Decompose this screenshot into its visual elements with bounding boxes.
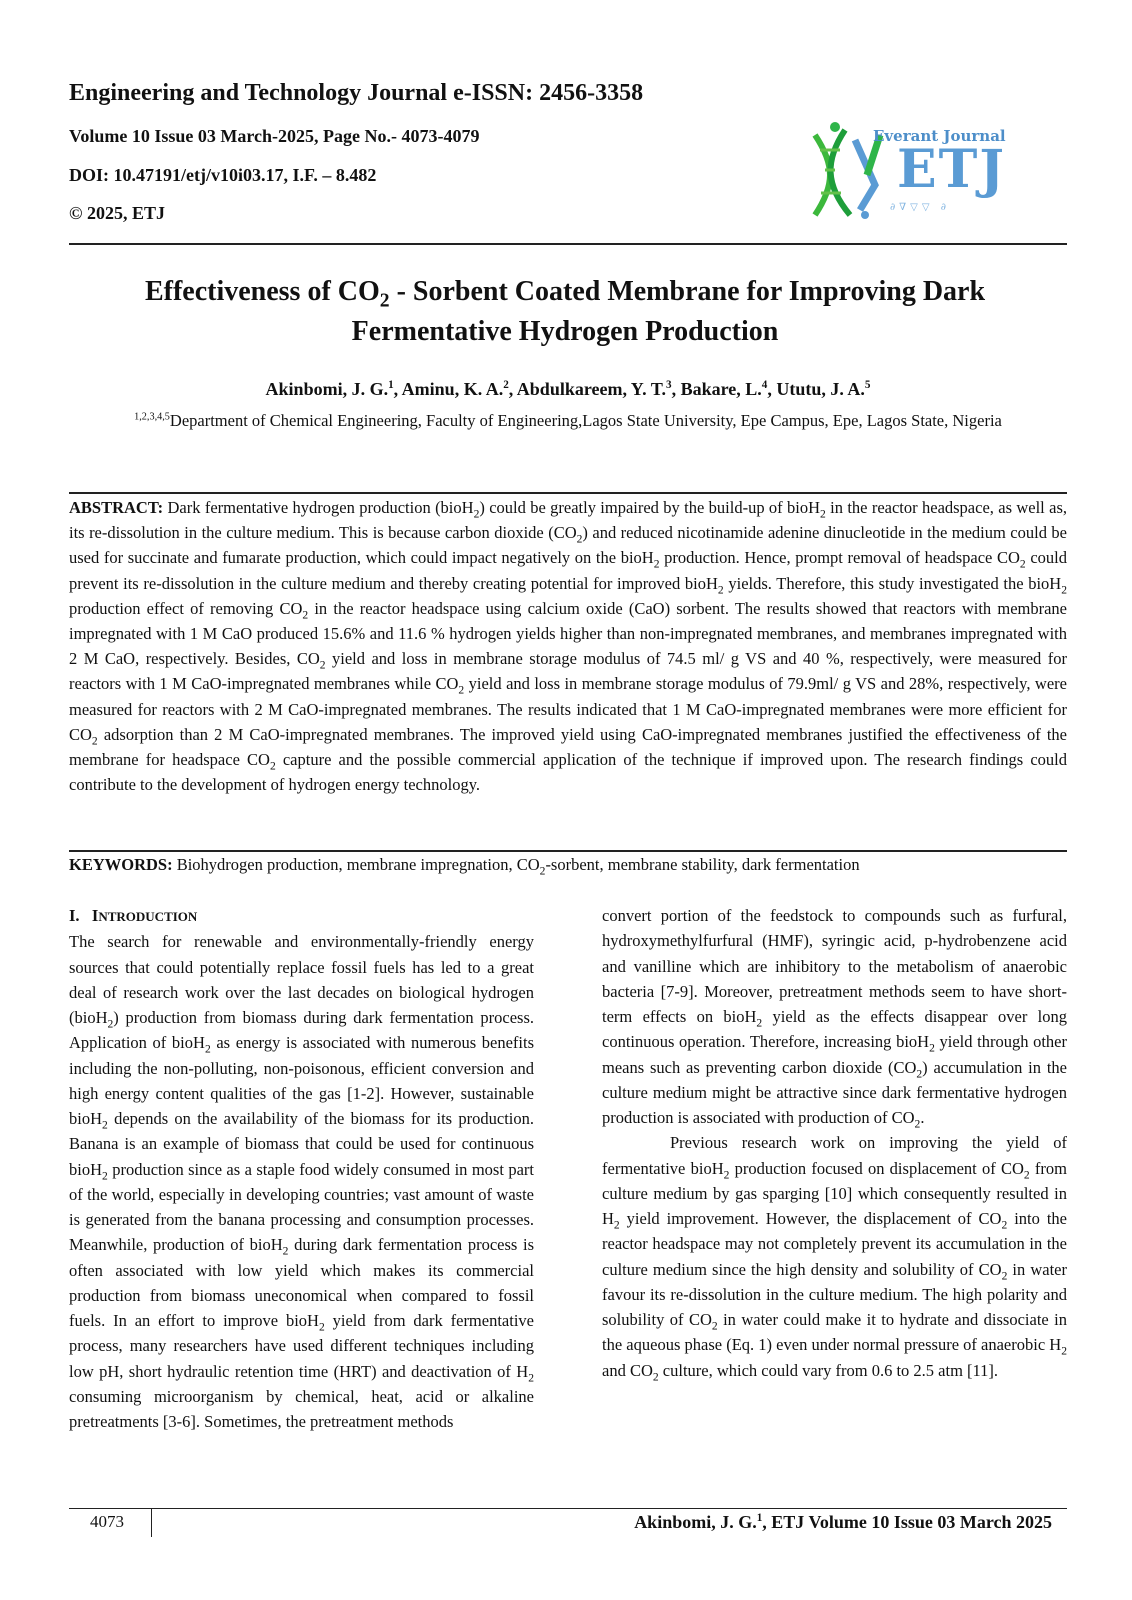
intro-paragraph-1: The search for renewable and environmentally-friendly energy sources that could potentially replace fossil fuels has led to a great deal of research work over the last decades on biological hydrogen (bioH$_2$) production from biomass during dark fermentation process. Application of bioH$_2$ as energy is associated with numerous benefits including the non-polluting, non-poisonous, efficient conversion and high energy content qualities of the gas [1-2]. However, sustainable bioH$_2$ depends on the availability of the biomass for its production. Banana is an example of biomass that could be used for continuous bioH$_2$ production since as a staple food widely consumed in most part of the world, especially in developing countries; vast amount of waste is generated from the banana processing and consumption processes. Meanwhile, production of bioH$_2$ during dark fermentation process is often associated with low yield which makes its commercial production from biomass uneconomical when compared to fossil fuels. In an effort to improve bioH$_2$ yield from dark fermentative process, many researchers have used different techniques including low pH, short hydraulic retention time (HRT) and deactivation of $H_2$ consuming microorganism by chemical, heat, acid or alkaline pretreatments [3-6]. Sometimes, the pretreatment methods [69,932,534,1431]
page-number: 4073 [90,1512,124,1531]
journal-logo [805,115,1025,225]
right-column [602,903,1067,1383]
abstract-label: ABSTRACT: [69,498,164,517]
journal-name: Engineering and Technology Journal e-ISSN: 2456-3358 [69,80,644,106]
svg-text:∂∇▽▽ ∂: ∂∇▽▽ ∂ [890,202,950,213]
logo-tagline: Everant Journal [873,127,1006,145]
intro-paragraph-2: Previous research work on improving the yield of fermentative bioH$_2$ production focused on displacement of $CO_2$ from culture medium by gas sparging [10] which consequently resulted in $H_2$ yield improvement. However, the displacement of $CO_2$ into the reactor headspace may not completely prevent its accumulation in the culture medium since the high density and solubility of $CO_2$ in water favour its re-dissolution in the culture medium. The high polarity and solubility of $CO_2$ in water could make it to hydrate and dissociate in the aqueous phase (Eq. 1) even under normal pressure of anaerobic $H_2$ and $CO_2$ culture, which could vary from 0.6 to 2.5 atm [11]. [602,1133,1067,1383]
author-name: Aminu, K. A.$^2$ [401,379,509,399]
paper-title: Effectiveness of $CO_2$ - Sorbent Coated Membrane for Improving Dark Fermentative Hydrogen Production [144,276,986,347]
footer-rule [69,1508,1067,1509]
running-citation: Akinbomi, J. G.$^1$, ETJ Volume 10 Issue 03 March 2025 [634,1512,1052,1532]
footer-divider [151,1509,152,1537]
keywords: KEYWORDS: Biohydrogen production, membrane impregnation, $CO_2$-sorbent, membrane stability, dark fermentation [69,855,860,878]
author-name: Abdulkareem, Y. T.$^3$ [516,379,672,399]
left-column [69,903,534,1434]
abstract: ABSTRACT: Dark fermentative hydrogen production (bioH$_2$) could be greatly impaired by the build-up of bioH$_2$ in the reactor headspace, as well as, its re-dissolution in the culture medium. This is because carbon dioxide $(CO_2)$ and reduced nicotinamide adenine dinucleotide in the medium could be used for succinate and fumarate production, which could impact negatively on the bioH$_2$ production. Hence, prompt removal of headspace $CO_2$ could prevent its re-dissolution in the culture medium and thereby creating potential for improved bioH$_2$ yields. Therefore, this study investigated the bioH$_2$ production effect of removing $CO_2$ in the reactor headspace using calcium oxide (CaO) sorbent. The results showed that reactors with membrane impregnated with 1 M CaO produced 15.6% and 11.6 % hydrogen yields higher than non-impregnated membranes, and membranes impregnated with 2 M CaO, respectively. Besides, $CO_2$ yield and loss in membrane storage modulus of 74.5 ml/ g VS and 40 %, respectively, were measured for reactors with 1 M CaO-impregnated membranes while $CO_2$ yield and loss in membrane storage modulus of 79.9ml/ g VS and 28%, respectively, were measured for reactors with 2 M CaO-impregnated membranes. The results indicated that 1 M CaO-impregnated membranes were more efficient for $CO_2$ adsorption than 2 M CaO-impregnated membranes. The improved yield using CaO-impregnated membranes justified the effectiveness of the membrane for headspace $CO_2$ capture and the possible commercial application of the technique if improved upon. The research findings could contribute to the development of hydrogen energy technology. [69,498,1067,795]
author-name: Ututu, J. A.$^5$ [776,379,871,399]
doi: DOI: 10.47191/etj/v10i03.17, I.F. – 8.482 [69,165,377,185]
logo-letters: ETJ [897,139,1006,200]
section-heading-introduction: I. INTRODUCTION [69,906,198,925]
author-list: Akinbomi, J. G.$^1$, Aminu, K. A.$^2$, Abdulkareem, Y. T.$^3$, Bakare, L.$^4$, Ututu, J. A.$^5$ [265,379,871,399]
keywords-label: KEYWORDS: [69,855,173,874]
author-name: Bakare, L.$^4$ [680,379,768,399]
abstract-top-rule [69,492,1067,494]
copyright: © 2025, ETJ [69,203,165,223]
author-name: Akinbomi, J. G.$^1$ [265,379,394,399]
header-rule [69,243,1067,245]
affiliation: $^{1,2,3,4,5}$Department of Chemical Engineering, Faculty of Engineering,Lagos State University, Epe Campus, Epe, Lagos State, Nigeria [134,411,1002,430]
abstract-bottom-rule [69,850,1067,852]
intro-paragraph-1-cont: convert portion of the feedstock to compounds such as furfural, hydroxymethylfurfural (HMF), syringic acid, p-hydrobenzene acid and vanilline which are inhibitory to the metabolism of anaerobic bacteria [7-9]. Moreover, pretreatment methods seem to have short-term effects on bioH$_2$ yield as the effects disappear over long continuous operation. Therefore, increasing bioH$_2$ yield through other means such as preventing carbon dioxide $(CO_2)$ accumulation in the culture medium might be attractive since dark fermentative hydrogen production is associated with production of $CO_2$. [602,906,1067,1131]
volume-issue: Volume 10 Issue 03 March-2025, Page No.- 4073-4079 [69,126,480,146]
